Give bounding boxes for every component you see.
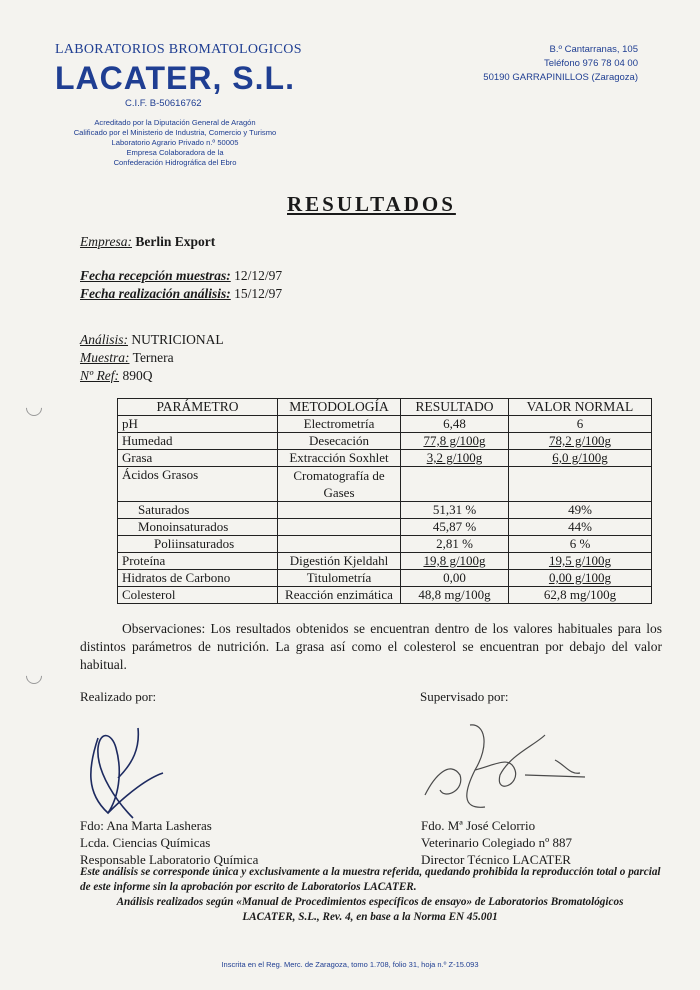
left-sign-line: Fdo: Ana Marta Lasheras (80, 818, 212, 833)
muestra-label: Muestra: (80, 350, 130, 365)
punch-hole (23, 665, 46, 688)
param-cell: Poliinsaturados (118, 536, 278, 553)
normal-cell: 62,8 mg/100g (509, 587, 652, 604)
method-cell: Reacción enzimática (278, 587, 401, 604)
analisis-field (80, 332, 224, 348)
param-cell: Ácidos Grasos (118, 467, 278, 502)
normal-cell (509, 467, 652, 502)
observations: Observaciones: Los resultados obtenidos se encuentran dentro de los valores habituales para los distintos parámetros de nutrición. La grasa así como el colesterol se encuentran por debajo del valor habitual. (80, 621, 662, 672)
result-cell: 3,2 g/100g (401, 450, 509, 467)
result-cell: 77,8 g/100g (401, 433, 509, 450)
table-row (118, 519, 652, 536)
address-block (483, 43, 638, 85)
normal-cell: 6,0 g/100g (509, 450, 652, 467)
method-cell: Titulometría (278, 570, 401, 587)
table-header-row (118, 399, 652, 416)
method-cell: Electrometría (278, 416, 401, 433)
normal-cell: 49% (509, 502, 652, 519)
normal-cell: 19,5 g/100g (509, 553, 652, 570)
normal-cell: 6 (509, 416, 652, 433)
signature-right (415, 715, 595, 815)
table-row (118, 467, 652, 502)
param-cell: pH (118, 416, 278, 433)
table-row (118, 416, 652, 433)
normal-cell: 44% (509, 519, 652, 536)
accreditation-line: Empresa Colaboradora de la (126, 148, 224, 157)
supervisado-label: Supervisado por: (420, 689, 509, 704)
param-cell: Colesterol (118, 587, 278, 604)
punch-hole (23, 397, 46, 420)
table-row (118, 536, 652, 553)
right-sign-line: Director Técnico LACATER (421, 852, 571, 867)
company-name: LACATER, S.L. (55, 60, 295, 96)
table-row (118, 450, 652, 467)
param-cell: Grasa (118, 450, 278, 467)
table-row (118, 502, 652, 519)
header-metodologia: METODOLOGÍA (278, 399, 401, 416)
fecha-recepcion-label: Fecha recepción muestras: (80, 268, 231, 283)
param-cell: Proteína (118, 553, 278, 570)
accreditation-block (40, 118, 310, 168)
fecha-realizacion-label: Fecha realización análisis: (80, 286, 231, 301)
param-cell: Humedad (118, 433, 278, 450)
right-sign-line: Fdo. Mª José Celorrio (421, 818, 536, 833)
analisis-value: NUTRICIONAL (131, 332, 224, 347)
analisis-label: Análisis: (80, 332, 129, 347)
empresa-field (80, 234, 215, 250)
result-cell: 45,87 % (401, 519, 509, 536)
header-valor-normal: VALOR NORMAL (509, 399, 652, 416)
header-resultado: RESULTADO (401, 399, 509, 416)
param-cell: Hidratos de Carbono (118, 570, 278, 587)
method-cell (278, 502, 401, 519)
fecha-recepcion-field (80, 268, 282, 284)
result-cell: 0,00 (401, 570, 509, 587)
result-cell: 19,8 g/100g (401, 553, 509, 570)
result-cell (401, 467, 509, 502)
address-line: B.º Cantarranas, 105 (549, 44, 638, 55)
accreditation-line: Acreditado por la Diputación General de Aragón (94, 118, 256, 127)
param-cell: Saturados (118, 502, 278, 519)
method-cell (278, 536, 401, 553)
page-title: RESULTADOS (287, 192, 456, 216)
lab-name: LABORATORIOS BROMATOLOGICOS (55, 42, 302, 57)
table-row (118, 553, 652, 570)
fecha-recepcion-value: 12/12/97 (234, 268, 283, 283)
table-row (118, 570, 652, 587)
accreditation-line: Calificado por el Ministerio de Industria, Comercio y Turismo (73, 128, 277, 137)
result-cell: 6,48 (401, 416, 509, 433)
empresa-label: Empresa: (80, 234, 132, 249)
result-cell: 48,8 mg/100g (401, 587, 509, 604)
ref-field (80, 368, 152, 384)
cif: C.I.F. B-50616762 (125, 98, 202, 109)
disclaimer-note: Este análisis se corresponde única y exclusivamente a la muestra referida, quedando prohibida la reproducción total o parcial de este informe sin la aprobación por escrito de Laboratorios LACATER. (80, 866, 661, 893)
header-parametro: PARÁMETRO (118, 399, 278, 416)
results-table (117, 398, 652, 604)
result-cell: 51,31 % (401, 502, 509, 519)
ref-value: 890Q (122, 368, 153, 383)
ref-label: Nº Ref: (80, 368, 120, 383)
accreditation-line: Laboratorio Agrario Privado n.º 50005 (111, 138, 239, 147)
result-cell: 2,81 % (401, 536, 509, 553)
fecha-realizacion-value: 15/12/97 (234, 286, 283, 301)
table-row (118, 587, 652, 604)
normal-cell: 0,00 g/100g (509, 570, 652, 587)
left-signatory (80, 817, 258, 868)
realizado-label: Realizado por: (80, 689, 157, 704)
left-sign-line: Lcda. Ciencias Químicas (80, 835, 211, 850)
right-sign-line: Veterinario Colegiado nº 887 (421, 835, 572, 850)
address-line: Teléfono 976 78 04 00 (543, 58, 638, 69)
normal-cell: 78,2 g/100g (509, 433, 652, 450)
fecha-realizacion-field (80, 286, 282, 302)
method-cell: Digestión Kjeldahl (278, 553, 401, 570)
method-cell: Cromatografía de Gases (278, 467, 401, 502)
methodology-note: Análisis realizados según «Manual de Procedimientos específicos de ensayo» de Laboratorios Bromatológicos LACATER, S.L., Rev. 4, en base a la Norma EN 45.001 (116, 896, 624, 923)
signature-left (78, 718, 168, 823)
table-row (118, 433, 652, 450)
right-signatory (421, 817, 572, 868)
method-cell: Desecación (278, 433, 401, 450)
accreditation-line: Confederación Hidrográfica del Ebro (113, 158, 237, 167)
method-cell (278, 519, 401, 536)
muestra-field (80, 350, 174, 366)
normal-cell: 6 % (509, 536, 652, 553)
param-cell: Monoinsaturados (118, 519, 278, 536)
registry-line: Inscrita en el Reg. Merc. de Zaragoza, tomo 1.708, folio 31, hoja n.º Z-15.093 (221, 960, 479, 969)
address-line: 50190 GARRAPINILLOS (Zaragoza) (483, 72, 638, 83)
left-sign-line: Responsable Laboratorio Química (80, 852, 259, 867)
muestra-value: Ternera (132, 350, 174, 365)
method-cell: Extracción Soxhlet (278, 450, 401, 467)
empresa-value: Berlin Export (135, 234, 216, 249)
